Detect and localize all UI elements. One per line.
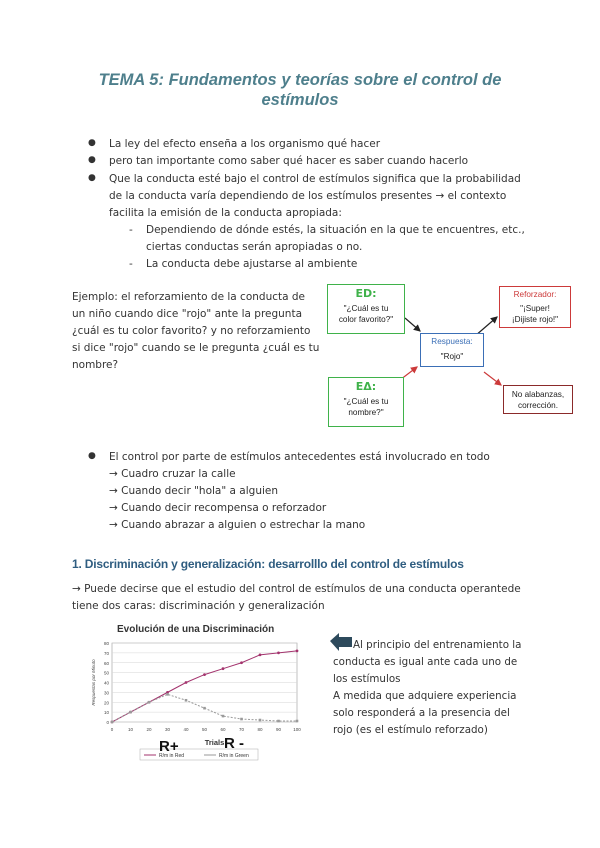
y-tick-label: 30 — [103, 690, 109, 696]
data-point — [240, 718, 243, 721]
reinforcer-box: Reforzador: "¡Super! ¡Dijiste rojo!" — [499, 286, 571, 328]
dash-item: - La conducta debe ajustarse al ambiente — [129, 258, 358, 270]
section-heading: 1. Discriminación y generalización: desarrolllo del control de estímulos — [72, 557, 464, 571]
y-axis-label: Respuestas por Minuto — [91, 659, 96, 706]
data-point — [203, 673, 206, 676]
example-paragraph: Ejemplo: el reforzamiento de la conducta de un niño cuando dice "rojo" ante la pregunta ¿cuál es tu color favorito? y no reforzamiento si dice "rojo" cuando se le pregunta ¿cuál es tu nombre? — [72, 291, 320, 371]
side-explanation: Al principio del entrenamiento la conducta es igual ante cada uno de los estímulos A medida que adquiere experiencia solo responderá a la presencia del rojo (es el estímulo reforzado) — [333, 639, 522, 736]
response-box: Respuesta: "Rojo" — [420, 333, 484, 367]
arrow-list-item: → Cuadro cruzar la calle — [109, 468, 236, 480]
y-tick-label: 70 — [103, 650, 109, 656]
data-point — [222, 667, 225, 670]
legend-label: R/m in Red — [159, 753, 185, 759]
x-tick-label: 70 — [238, 727, 245, 732]
data-point — [111, 721, 114, 724]
bullet-dot-icon: ● — [88, 155, 96, 165]
bullet-item: ● El control por parte de estímulos antecedentes está involucrado en todo — [88, 451, 490, 463]
data-point — [296, 650, 299, 653]
x-tick-label: 30 — [164, 727, 171, 732]
bullet-item: ● Que la conducta esté bajo el control de estímulos significa que la probabilidad — [88, 173, 521, 185]
no-reinforcer-box: No alabanzas, corrección. — [503, 385, 573, 414]
data-point — [166, 693, 169, 696]
bullet-dot-icon: ● — [88, 173, 96, 183]
x-tick-label: 0 — [110, 727, 114, 732]
data-point — [203, 707, 206, 710]
x-tick-label: 80 — [257, 727, 263, 732]
r-plus-label: R+ — [159, 738, 179, 755]
chart-title: Evolución de una Discriminación — [117, 624, 275, 635]
x-tick-label: 50 — [201, 727, 208, 732]
data-point — [277, 720, 280, 723]
data-point — [185, 699, 188, 702]
x-tick-label: 100 — [293, 727, 301, 732]
dash-item: - Dependiendo de dónde estés, la situación en la que te encuentres, etc., — [129, 224, 525, 236]
bullet-item: ● pero tan importante como saber qué hacer es saber cuando hacerlo — [88, 155, 469, 167]
legend-label: R/m in Green — [219, 753, 249, 759]
data-point — [222, 715, 225, 718]
y-tick-label: 50 — [103, 670, 109, 676]
bullet-continuation: de la conducta varía dependiendo de los estímulos presentes → el contexto — [109, 190, 507, 202]
data-point — [185, 681, 188, 684]
arrow-list-item: → Cuando decir recompensa o reforzador — [109, 502, 327, 514]
x-tick-label: 60 — [220, 727, 226, 732]
y-tick-label: 0 — [106, 720, 109, 725]
section-paragraph: → Puede decirse que el estudio del control de estímulos de una conducta operantede tiene dos caras: discriminación y generalización — [72, 583, 521, 612]
x-tick-label: 90 — [275, 727, 282, 732]
r-minus-label: R - — [224, 735, 244, 752]
ed-box: ED: "¿Cuál es tu color favorito?" — [327, 284, 405, 334]
dash-item-continuation: ciertas conductas serán apropiadas o no. — [146, 241, 363, 253]
x-tick-label: 10 — [127, 727, 134, 732]
data-point — [259, 719, 262, 722]
data-point — [240, 661, 243, 664]
y-tick-label: 10 — [103, 710, 109, 716]
y-tick-label: 80 — [103, 641, 109, 646]
bullet-item: ● La ley del efecto enseña a los organismo qué hacer — [88, 138, 381, 150]
data-point — [148, 701, 151, 704]
bullet-continuation: facilita la emisión de la conducta apropiada: — [109, 207, 342, 219]
data-point — [129, 711, 132, 714]
data-point — [259, 653, 262, 656]
edelta-box: EΔ: "¿Cuál es tu nombre?" — [328, 377, 404, 427]
arrow-list-item: → Cuando decir "hola" a alguien — [109, 485, 279, 497]
page-title-line2: estímulos — [261, 91, 339, 109]
page-title-line1: TEMA 5: Fundamentos y teorías sobre el control de — [98, 71, 502, 89]
arrow-list-item: → Cuando abrazar a alguien o estrechar la mano — [109, 519, 366, 531]
data-point — [277, 651, 280, 654]
x-axis-label: Trials — [204, 738, 225, 747]
x-tick-label: 40 — [183, 727, 189, 732]
bullet-dot-icon: ● — [88, 138, 96, 148]
bullet-dot-icon: ● — [88, 451, 96, 461]
y-tick-label: 20 — [103, 700, 109, 706]
y-tick-label: 40 — [103, 680, 109, 686]
data-point — [296, 720, 299, 723]
y-tick-label: 60 — [103, 660, 109, 666]
x-tick-label: 20 — [146, 727, 152, 732]
